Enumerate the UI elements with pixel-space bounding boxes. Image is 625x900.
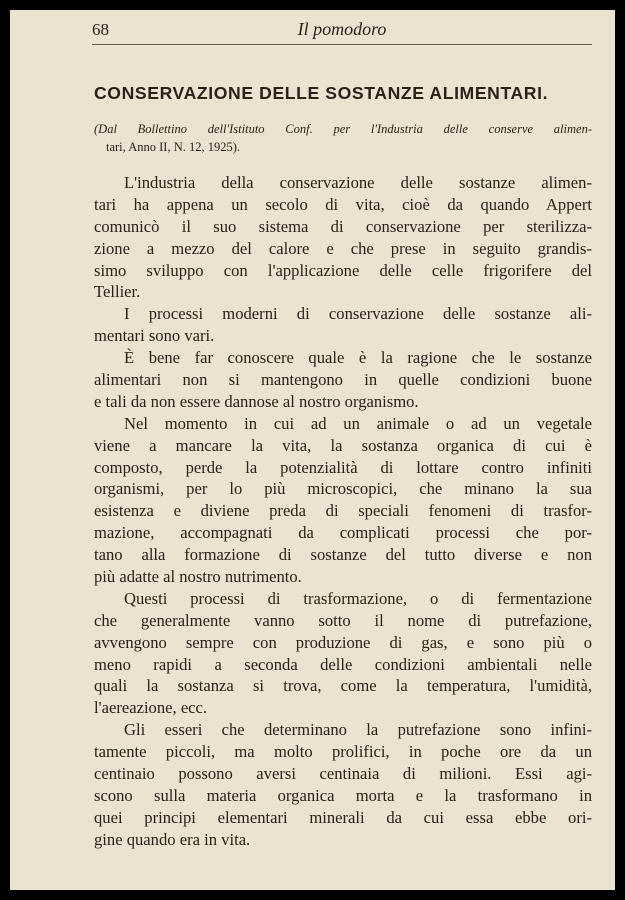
text-line: organismi, per lo più microscopici, che minano la sua [94, 479, 592, 499]
text-line: avvengono sempre con produzione di gas, e sono più o [94, 632, 592, 652]
text-line: esistenza e diviene preda di speciali fenomeni di trasfor- [94, 501, 592, 521]
text-line: l'aereazione, ecc. [94, 698, 208, 718]
text-line: L'industria della conservazione delle sostanze alimen- [124, 173, 592, 192]
text-line: che generalmente vanno sotto il nome di putrefazione, [94, 610, 592, 630]
text-line: centinaio possono aversi centinaia di milioni. Essi agi- [94, 764, 592, 784]
text-line: quali la sostanza si trova, come la temperatura, l'umidità, [94, 676, 592, 696]
text-line: Questi processi di trasformazione, o di fermentazione [124, 588, 592, 608]
text-line: più adatte al nostro nutrimento. [94, 567, 302, 587]
article-body [94, 172, 592, 851]
text-line: composto, perde la potenzialità di lottare contro infiniti [94, 457, 592, 477]
source-line: tari, Anno II, N. 12, 1925). [106, 140, 241, 154]
text-line: zione a mezzo del calore e che prese in seguito grandis- [94, 238, 592, 258]
text-line: simo sviluppo con l'applicazione delle celle frigorifere del [94, 260, 592, 280]
text-line: mazione, accompagnati da complicati processi che por- [94, 523, 592, 543]
text-line: tari ha appena un secolo di vita, cioè da quando Appert [94, 194, 592, 214]
page-number: 68 [92, 20, 109, 39]
text-line: comunicò il suo sistema di conservazione per sterilizza- [94, 216, 592, 236]
text-line: mentari sono vari. [94, 326, 215, 346]
text-line: I processi moderni di conservazione delle sostanze ali- [124, 304, 592, 324]
text-line: alimentari non si mantengono in quelle condizioni buone [94, 370, 592, 390]
text-line: tamente piccoli, ma molto prolifici, in poche ore da un [94, 742, 592, 762]
source-citation [94, 120, 592, 156]
text-line: e tali da non essere dannose al nostro organismo. [94, 391, 419, 411]
running-title: Il pomodoro [297, 19, 387, 39]
text-line: scono sulla materia organica morta e la trasformano in [94, 785, 592, 805]
text-line: È bene far conoscere quale è la ragione che le sostanze [124, 348, 592, 368]
text-line: quei principi elementari minerali da cui essa ebbe ori- [94, 807, 592, 827]
book-page [10, 10, 615, 890]
article-title: CONSERVAZIONE DELLE SOSTANZE ALIMENTARI. [94, 83, 549, 103]
text-line: tano alla formazione di sostanze del tutto diverse e non [94, 545, 592, 565]
text-line: Gli esseri che determinano la putrefazione sono infini- [124, 720, 592, 740]
text-line: meno rapidi a seconda delle condizioni ambientali nelle [94, 654, 592, 674]
text-line: Tellier. [94, 282, 141, 302]
page-header [92, 18, 592, 45]
text-line: gine quando era in vita. [94, 829, 251, 849]
text-line: Nel momento in cui ad un animale o ad un vegetale [124, 413, 592, 433]
text-line: viene a mancare la vita, la sostanza organica di cui è [94, 435, 592, 455]
source-line: (Dal Bollettino dell'Istituto Conf. per l'Industria delle conserve alimen- [94, 122, 592, 136]
